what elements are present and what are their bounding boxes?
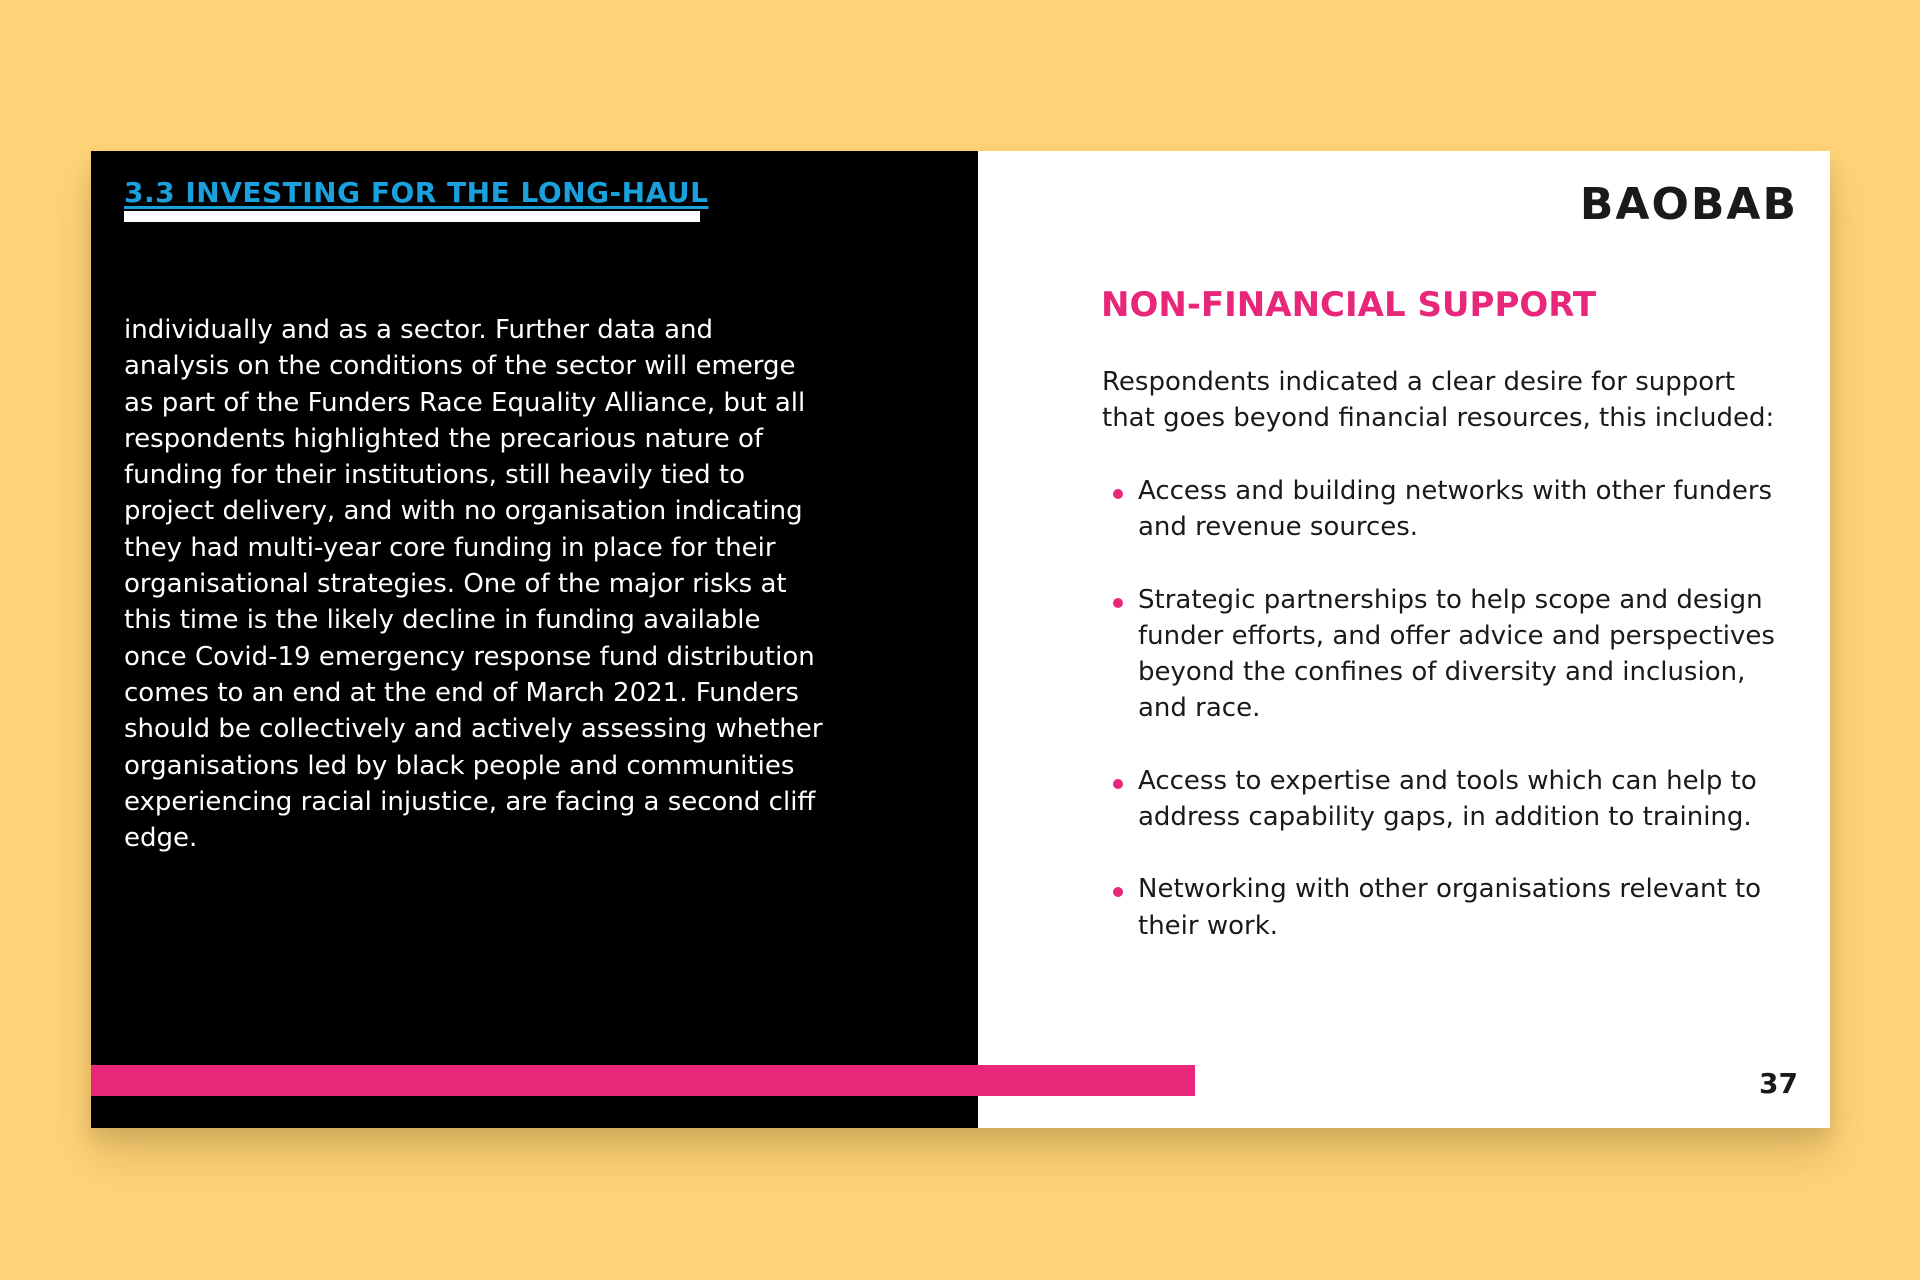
left-panel	[91, 151, 978, 1128]
body-text: individually and as a sector. Further data and analysis on the conditions of the sector will emerge as part of the Funders Race Equality Alliance, but all respondents highlighted the precarious nature of funding for their institutions, still heavily tied to project delivery, and with no organisation indicating they had multi-year core funding in place for their organisational strategies. One of the major risks at this time is the likely decline in funding available once Covid-19 emergency response fund distribution comes to an end at the end of March 2021. Funders should be collectively and actively assessing whether organisations led by black people and communities experiencing racial injustice, are facing a second cliff edge.	[124, 315, 823, 854]
bullet-text: Access to expertise and tools which can help to address capability gaps, in addition to training.	[1138, 765, 1757, 833]
baobab-logo: BAOBAB	[1579, 179, 1798, 230]
slide	[91, 151, 1830, 1128]
list-item	[1102, 871, 1792, 944]
bullet-dot-icon	[1113, 489, 1123, 499]
right-intro: Respondents indicated a clear desire for support that goes beyond financial resources, this included:	[1102, 367, 1775, 434]
bullet-dot-icon	[1113, 598, 1123, 608]
bullet-text: Networking with other organisations relevant to their work.	[1138, 874, 1762, 941]
list-item	[1102, 582, 1792, 727]
list-item	[1102, 473, 1792, 546]
accent-bar	[91, 1065, 1195, 1096]
title-underline	[124, 211, 700, 222]
list-item	[1102, 763, 1792, 836]
right-heading: NON-FINANCIAL SUPPORT	[1101, 285, 1597, 325]
bullet-text: Access and building networks with other funders and revenue sources.	[1138, 476, 1773, 543]
bullet-dot-icon	[1113, 887, 1123, 897]
section-title: 3.3 INVESTING FOR THE LONG-HAUL	[124, 176, 709, 209]
bullet-dot-icon	[1113, 779, 1123, 789]
page-number: 37	[1759, 1067, 1798, 1100]
bullet-list	[1102, 473, 1792, 980]
bullet-text: Strategic partnerships to help scope and design funder efforts, and offer advice and perspectives beyond the confines of diversity and inclusion, and race.	[1138, 584, 1775, 724]
